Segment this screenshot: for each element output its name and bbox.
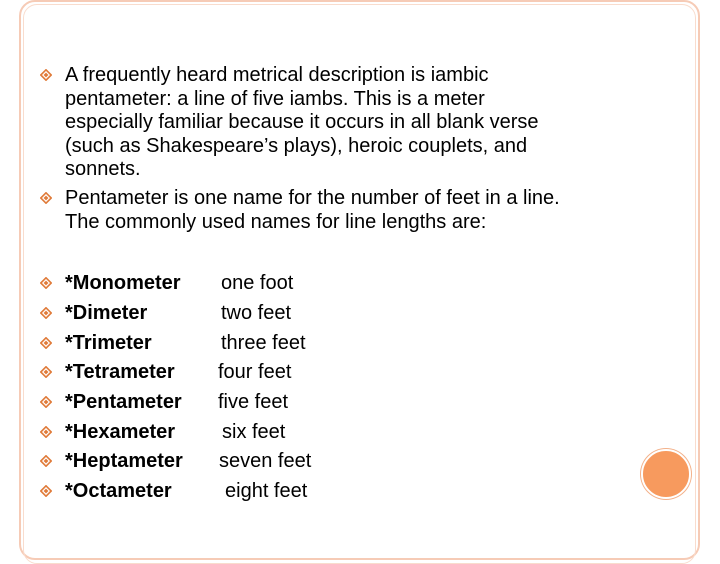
diamond-bullet-icon: [40, 366, 52, 378]
line-length-meaning: three feet: [221, 332, 306, 354]
line-length-meaning: two feet: [221, 302, 292, 324]
line-length-meaning: one foot: [221, 272, 294, 294]
diamond-bullet-icon: [40, 485, 52, 497]
paragraph-line: especially familiar because it occurs in all blank verse: [65, 111, 539, 133]
diamond-bullet-icon: [40, 337, 52, 349]
line-length-meaning: eight feet: [225, 480, 308, 502]
paragraph-2: [65, 187, 560, 234]
decorative-circle: [641, 449, 691, 499]
paragraph-line: sonnets.: [65, 158, 141, 180]
diamond-bullet-icon: [40, 426, 52, 438]
line-length-term: *Tetrameter: [65, 361, 175, 383]
line-length-term: *Heptameter: [65, 450, 183, 472]
line-length-term: *Dimeter: [65, 302, 148, 324]
paragraph-line: A frequently heard metrical description is iambic: [65, 64, 489, 86]
paragraph-line: Pentameter is one name for the number of feet in a line.: [65, 187, 560, 209]
line-length-term: *Pentameter: [65, 391, 182, 413]
line-length-meaning: six feet: [222, 421, 286, 443]
diamond-bullet-icon: [40, 455, 52, 467]
paragraph-line: The commonly used names for line lengths are:: [65, 210, 487, 233]
line-length-meaning: five feet: [218, 391, 289, 413]
paragraph-line: (such as Shakespeare’s plays), heroic couplets, and: [65, 134, 528, 157]
paragraph-line: pentameter: a line of five iambs. This is a meter: [65, 87, 485, 110]
diamond-bullet-icon: [40, 307, 52, 319]
line-length-term: *Octameter: [65, 480, 172, 502]
diamond-bullet-icon: [40, 69, 52, 81]
line-length-meaning: four feet: [218, 361, 292, 383]
line-length-term: *Hexameter: [65, 421, 176, 443]
diamond-bullet-icon: [40, 396, 52, 408]
line-length-term: *Monometer: [65, 272, 181, 294]
paragraph-1: [65, 64, 539, 182]
diamond-bullet-icon: [40, 192, 52, 204]
line-length-term: *Trimeter: [65, 332, 152, 354]
line-length-meaning: seven feet: [219, 450, 312, 472]
diamond-bullet-icon: [40, 277, 52, 289]
